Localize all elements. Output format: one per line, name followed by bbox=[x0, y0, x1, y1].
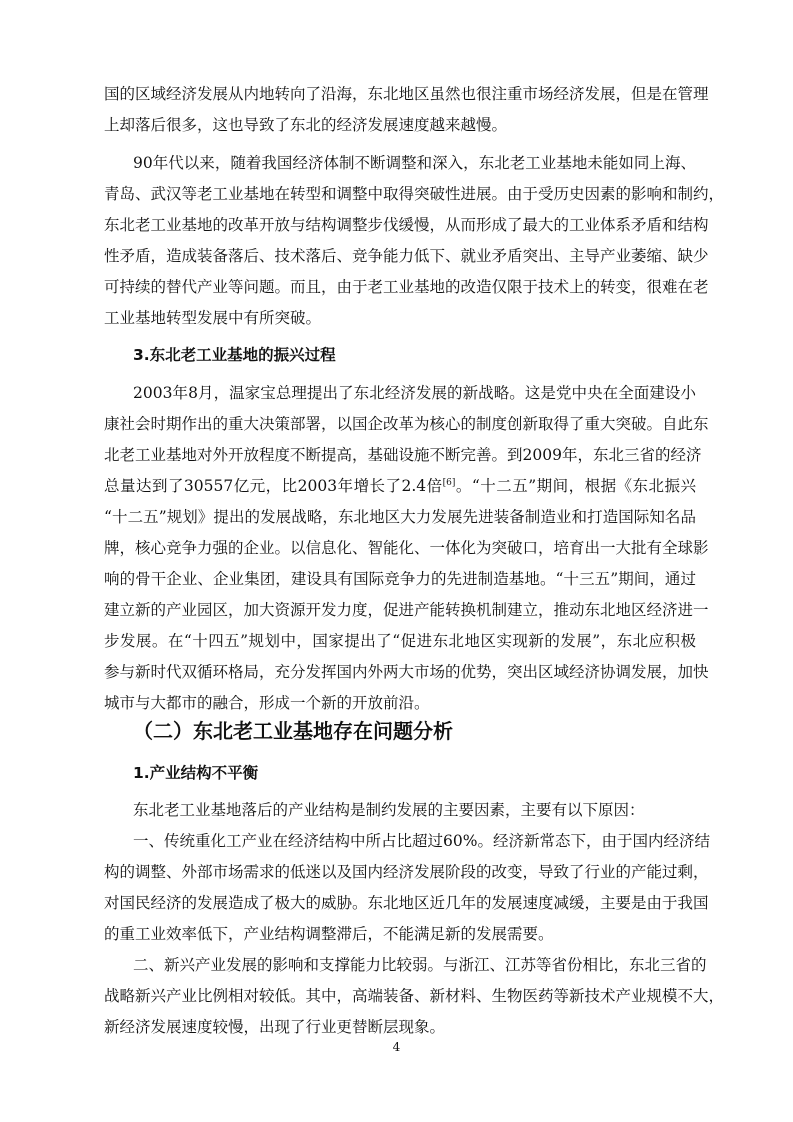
paragraph-line: 战略新兴产业比例相对较低。其中，高端装备、新材料、生物医药等新技术产业规模不大， bbox=[104, 987, 725, 1005]
paragraph-line: 东北老工业基地落后的产业结构是制约发展的主要因素，主要有以下原因： bbox=[133, 801, 645, 819]
paragraph-line: 城市与大都市的融合，形成一个新的开放前沿。 bbox=[104, 694, 430, 712]
paragraph-line: 可持续的替代产业等问题。而且，由于老工业基地的改造仅限于技术上的转变，很难在老 bbox=[104, 278, 709, 296]
paragraph-line: 性矛盾，造成装备落后、技术落后、竞争能力低下、就业矛盾突出、主导产业萎缩、缺少 bbox=[104, 247, 709, 265]
paragraph-line: 参与新时代双循环格局，充分发挥国内外两大市场的优势，突出区域经济协调发展，加快 bbox=[104, 663, 709, 681]
paragraph-line: 工业基地转型发展中有所突破。 bbox=[104, 309, 322, 327]
paragraph-line: 东北老工业基地的改革开放与结构调整步伐缓慢，从而形成了最大的工业体系矛盾和结构 bbox=[104, 216, 709, 234]
paragraph-line: 北老工业基地对外开放程度不断提高，基础设施不断完善。到2009年，东北三省的经济 bbox=[104, 446, 702, 464]
paragraph-line: 国的区域经济发展从内地转向了沿海，东北地区虽然也很注重市场经济发展，但是在管理 bbox=[104, 85, 709, 103]
subsection-heading: （二）东北老工业基地存在问题分析 bbox=[133, 719, 453, 743]
paragraph-line: 2003年8月，温家宝总理提出了东北经济发展的新战略。这是党中央在全面建设小 bbox=[133, 384, 696, 402]
paragraph-line: 构的调整、外部市场需求的低迷以及国内经济发展阶段的改变，导致了行业的产能过剩， bbox=[104, 863, 709, 881]
text-segment: 。“十二五”期间，根据《东北振兴 bbox=[455, 477, 696, 495]
paragraph-line: 牌，核心竞争力强的企业。以信息化、智能化、一体化为突破口，培育出一大批有全球影 bbox=[104, 539, 709, 557]
paragraph-line: 青岛、武汉等老工业基地在转型和调整中取得突破性进展。由于受历史因素的影响和制约， bbox=[104, 185, 725, 203]
paragraph-line: 对国民经济的发展造成了极大的威胁。东北地区近几年的发展速度减缓，主要是由于我国 bbox=[104, 894, 709, 912]
paragraph-line: 90年代以来，随着我国经济体制不断调整和深入，东北老工业基地未能如同上海、 bbox=[133, 154, 696, 172]
citation-superscript: [6] bbox=[442, 477, 456, 488]
paragraph-line: 新经济发展速度较慢，出现了行业更替断层现象。 bbox=[104, 1018, 446, 1036]
paragraph-line: 建立新的产业园区，加大资源开发力度，促进产能转换机制建立，推动东北地区经济进一 bbox=[104, 601, 709, 619]
paragraph-line: “十二五”规划》提出的发展战略，东北地区大力发展先进装备制造业和打造国际知名品 bbox=[104, 508, 696, 526]
paragraph-line: 上却落后很多，这也导致了东北的经济发展速度越来越慢。 bbox=[104, 116, 508, 134]
section-heading: 3.东北老工业基地的振兴过程 bbox=[133, 346, 336, 364]
paragraph-line: 步发展。在“十四五”规划中，国家提出了“促进东北地区实现新的发展”，东北应积极 bbox=[104, 632, 696, 650]
paragraph-line: 响的骨干企业、企业集团，建设具有国际竞争力的先进制造基地。“十三五”期间，通过 bbox=[104, 570, 696, 588]
text-segment: 总量达到了30557亿元，比2003年增长了2.4倍 bbox=[104, 477, 443, 495]
page-number: 4 bbox=[392, 1040, 401, 1054]
paragraph-line: 康社会时期作出的重大决策部署，以国企改革为核心的制度创新取得了重大突破。自此东 bbox=[104, 415, 709, 433]
paragraph-line: 二、新兴产业发展的影响和支撑能力比较弱。与浙江、江苏等省份相比，东北三省的 bbox=[133, 956, 707, 974]
paragraph-line: 的重工业效率低下，产业结构调整滞后，不能满足新的发展需要。 bbox=[104, 925, 554, 943]
paragraph-line bbox=[104, 471, 696, 502]
paragraph-line: 一、传统重化工产业在经济结构中所占比超过60%。经济新常态下，由于国内经济结 bbox=[133, 832, 710, 850]
section-heading: 1.产业结构不平衡 bbox=[133, 764, 259, 782]
